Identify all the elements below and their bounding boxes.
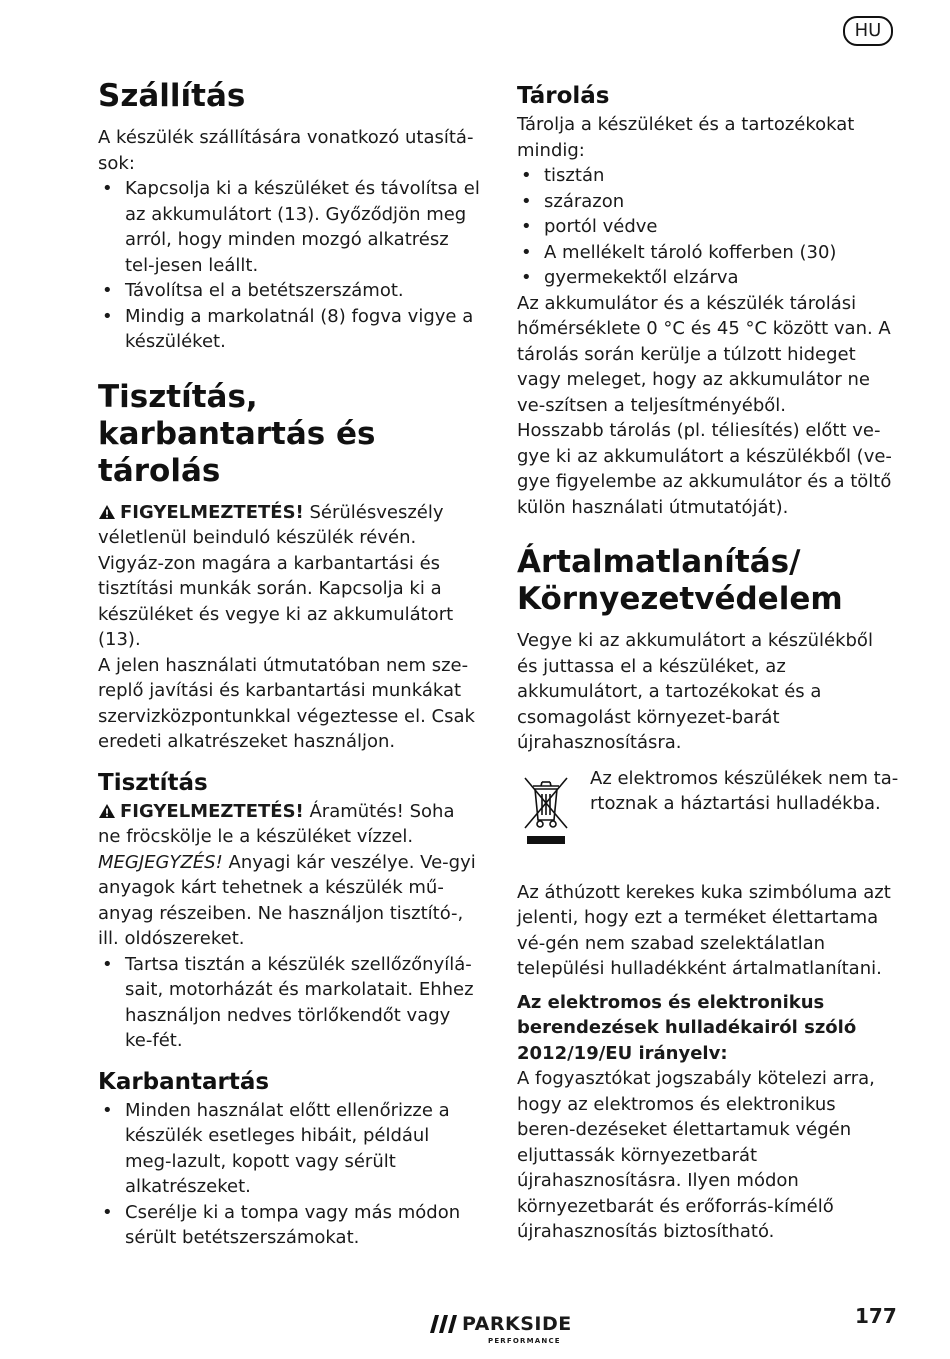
warning-icon xyxy=(98,504,116,520)
list-item: • gyermekektől elzárva xyxy=(517,265,899,291)
note-text: Anyagi kár veszélye. Ve-gyi anyagok kárt tehetnek a készülék mű-anyag részeiben. Ne használjon tisztító-, ill. oldószereket. xyxy=(98,851,476,949)
right-column xyxy=(517,82,899,1245)
injury-warning xyxy=(98,500,480,653)
page-number: 177 xyxy=(855,1304,897,1328)
directive-paragraph: A fogyasztókat jogszabály kötelezi arra, hogy az elektromos és elektronikus beren-dezéseket élettartamuk végén eljuttassák környezetbarát újrahasznosításra. Ilyen módon környezetbarát és erőforrás-kímélő újrahasznosítás biztosítható. xyxy=(517,1068,875,1242)
warning-text: Sérülésveszély véletlenül beinduló készülék révén. Vigyáz-zon magára a karbantartási és tisztítási munkák során. Kapcsolja ki a készüléket és vegye ki az akkumulátort (13). xyxy=(98,501,454,650)
cleaning-maintenance-title: Tisztítás, karbantartás és tárolás xyxy=(98,378,376,489)
logo-sub-text: PERFORMANCE xyxy=(488,1337,561,1345)
shipping-section xyxy=(98,78,480,355)
list-item: • portól védve xyxy=(517,214,899,240)
disposal-section xyxy=(517,544,899,1245)
shipping-bullet-list xyxy=(98,176,480,355)
disposal-title: Ártalmatlanítás/ Környezetvédelem xyxy=(517,544,843,617)
storage-bullet-list xyxy=(517,163,899,291)
shipping-title: Szállítás xyxy=(98,78,246,114)
maintenance-title: Karbantartás xyxy=(98,1068,270,1095)
damage-note xyxy=(98,850,480,952)
weee-text: Az elektromos készülékek nem ta-rtoznak a háztartási hulladékba. xyxy=(590,767,899,814)
long-storage-paragraph: Hosszabb tárolás (pl. téliesítés) előtt ve-gye ki az akkumulátort a készülékből (ve-gye figyelembe az akkumulátor és a töltő külön használati útmutatóját). xyxy=(517,420,892,518)
maintenance-section xyxy=(98,1068,480,1251)
storage-intro: Tárolja a készüléket és a tartozékokat mindig: xyxy=(517,114,855,161)
list-item: • Mindig a markolatnál (8) fogva vigye a készüléket. xyxy=(98,304,480,355)
list-item: • Kapcsolja ki a készüléket és távolítsa el az akkumulátort (13). Győződjön meg arról, hogy minden mozgó alkatrész tel-jesen leállt. xyxy=(98,176,480,278)
list-item: • Távolítsa el a betétszerszámot. xyxy=(98,278,480,304)
directive-heading: Az elektromos és elektronikus berendezések hulladékairól szóló 2012/19/EU irányelv: xyxy=(517,991,857,1064)
cleaning-maintenance-section xyxy=(98,379,480,755)
disposal-intro: Vegye ki az akkumulátort a készülékből és juttassa el a készüléket, az akkumulátort, a tartozékokat és a csomagolást környezet-barát újrahasznosításra. xyxy=(517,630,873,753)
warning-label: FIGYELMEZTETÉS! xyxy=(120,800,304,822)
warning-label: FIGYELMEZTETÉS! xyxy=(120,501,304,523)
note-label: MEGJEGYZÉS! xyxy=(98,851,223,873)
left-column xyxy=(98,78,480,1251)
repair-paragraph: A jelen használati útmutatóban nem sze-replő javítási és karbantartási munkákat szervizközpontunkkal végeztesse el. Csak eredeti alkatrészeket használjon. xyxy=(98,654,475,752)
list-item: • Tartsa tisztán a készülék szellőzőnyílá-sait, motorházát és markolatait. Ehhez használjon nedves törlőkendőt vagy ke-fét. xyxy=(98,952,480,1054)
parkside-logo xyxy=(430,1313,580,1347)
storage-title: Tárolás xyxy=(517,83,610,109)
storage-temperature-paragraph: Az akkumulátor és a készülék tárolási hőmérséklete 0 °C és 45 °C között van. A tárolás során kerülje a túlzott hideget vagy meleget, hogy az akkumulátor ne ve-szítsen a teljesítményéből. xyxy=(517,292,891,416)
logo-slashes-icon xyxy=(430,1315,458,1333)
cleaning-bullet-list xyxy=(98,952,480,1054)
cleaning-title: Tisztítás xyxy=(98,769,208,796)
storage-section xyxy=(517,82,899,520)
list-item: • tisztán xyxy=(517,163,899,189)
cleaning-section xyxy=(98,769,480,1054)
bin-symbol-paragraph: Az áthúzott kerekes kuka szimbóluma azt jelenti, hogy ezt a terméket élettartama vé-gén nem szabad szelektálatlan települési hulladékként ártalmatlanítani. xyxy=(517,881,891,979)
weee-notice xyxy=(517,766,899,866)
list-item: • Cserélje ki a tompa vagy más módon sérült betétszerszámokat. xyxy=(98,1200,480,1251)
maintenance-bullet-list xyxy=(98,1098,480,1251)
language-badge: HU xyxy=(843,16,893,46)
list-item: • A mellékelt tároló kofferben (30) xyxy=(517,240,899,266)
list-item: • szárazon xyxy=(517,189,899,215)
electric-shock-warning xyxy=(98,799,480,850)
list-item: • Minden használat előtt ellenőrizze a készülék esetleges hibáit, például meg-lazult, kopott vagy sérült alkatrészeket. xyxy=(98,1098,480,1200)
logo-brand-text: PARKSIDE xyxy=(462,1313,572,1335)
crossed-out-bin-icon xyxy=(523,774,569,846)
shipping-intro: A készülék szállítására vonatkozó utasítá-sok: xyxy=(98,127,474,174)
warning-text: Áramütés! Soha ne fröcskölje le a készüléket vízzel. xyxy=(98,800,455,847)
warning-icon xyxy=(98,803,116,819)
